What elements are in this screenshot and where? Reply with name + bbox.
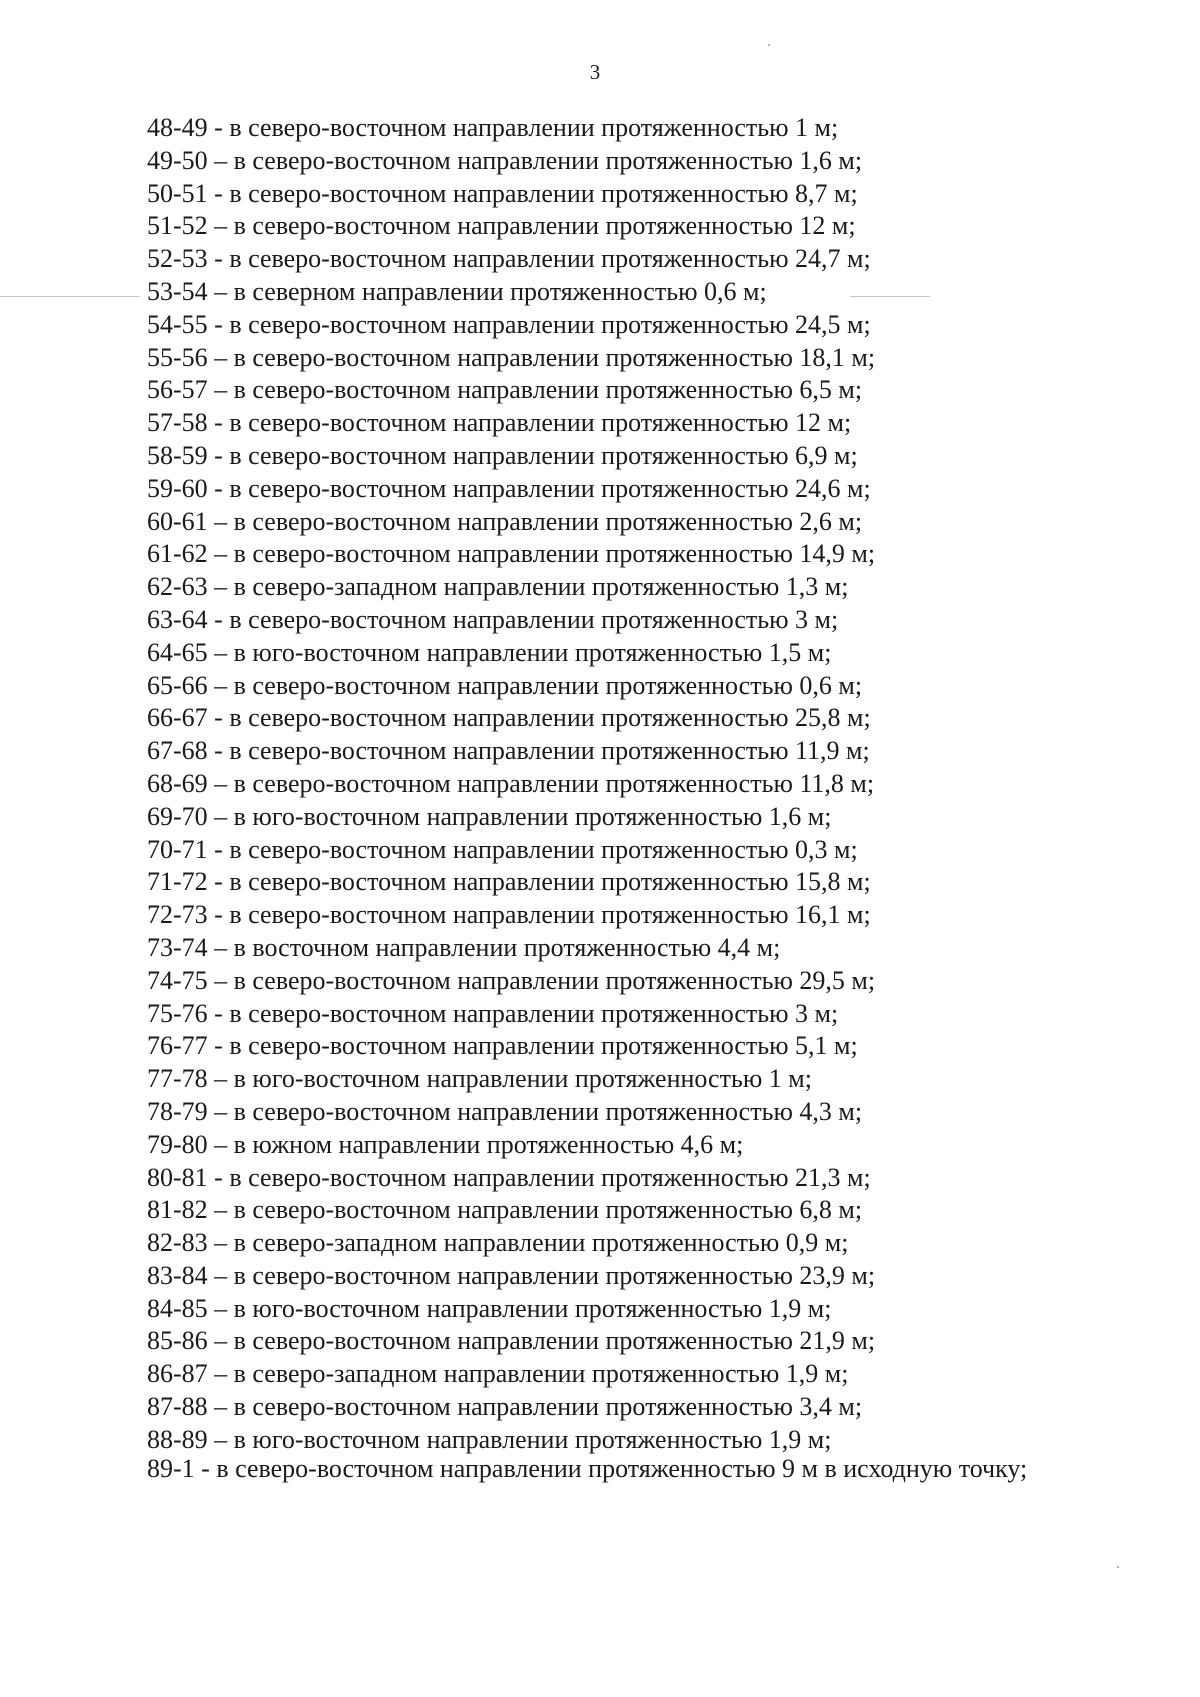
boundary-segment-line: 52-53 - в северо-восточном направлении протяженностью 24,7 м; <box>147 244 871 274</box>
boundary-segment-line: 83-84 – в северо-восточном направлении протяженностью 23,9 м; <box>147 1260 876 1290</box>
boundary-segment-line: 50-51 - в северо-восточном направлении протяженностью 8,7 м; <box>147 178 858 208</box>
boundary-segment-line: 59-60 - в северо-восточном направлении протяженностью 24,6 м; <box>147 473 871 503</box>
boundary-segment-line: 58-59 - в северо-восточном направлении протяженностью 6,9 м; <box>147 440 858 470</box>
boundary-segment-line: 70-71 - в северо-восточном направлении протяженностью 0,3 м; <box>147 834 858 864</box>
boundary-segment-line: 73-74 – в восточном направлении протяженностью 4,4 м; <box>147 932 781 962</box>
boundary-segment-line: 51-52 – в северо-восточном направлении протяженностью 12 м; <box>147 211 856 241</box>
boundary-segment-line: 80-81 - в северо-восточном направлении протяженностью 21,3 м; <box>147 1162 871 1192</box>
boundary-segment-line: 53-54 – в северном направлении протяженностью 0,6 м; <box>147 276 767 306</box>
boundary-segment-line: 69-70 – в юго-восточном направлении протяженностью 1,6 м; <box>147 801 832 831</box>
boundary-segment-line: 78-79 – в северо-восточном направлении протяженностью 4,3 м; <box>147 1096 863 1126</box>
boundary-segment-line: 56-57 – в северо-восточном направлении протяженностью 6,5 м; <box>147 375 863 405</box>
boundary-segment-line: 86-87 – в северо-западном направлении протяженностью 1,9 м; <box>147 1359 849 1389</box>
boundary-segment-line: 60-61 – в северо-восточном направлении протяженностью 2,6 м; <box>147 506 863 536</box>
scan-speck <box>768 44 770 46</box>
boundary-segment-line: 77-78 – в юго-восточном направлении протяженностью 1 м; <box>147 1064 812 1094</box>
boundary-segment-line: 72-73 - в северо-восточном направлении протяженностью 16,1 м; <box>147 900 871 930</box>
boundary-segment-line: 62-63 – в северо-западном направлении протяженностью 1,3 м; <box>147 572 849 602</box>
page-number: 3 <box>589 60 601 84</box>
boundary-segment-line: 68-69 – в северо-восточном направлении протяженностью 11,8 м; <box>147 768 875 798</box>
boundary-segment-line: 85-86 – в северо-восточном направлении протяженностью 21,9 м; <box>147 1326 876 1356</box>
boundary-segment-line: 74-75 – в северо-восточном направлении протяженностью 29,5 м; <box>147 965 876 995</box>
boundary-segment-line: 82-83 – в северо-западном направлении протяженностью 0,9 м; <box>147 1228 849 1258</box>
boundary-segment-line: 75-76 - в северо-восточном направлении протяженностью 3 м; <box>147 998 839 1028</box>
boundary-segment-line: 79-80 – в южном направлении протяженностью 4,6 м; <box>147 1129 744 1159</box>
boundary-segment-line: 54-55 - в северо-восточном направлении протяженностью 24,5 м; <box>147 309 871 339</box>
boundary-segment-line: 88-89 – в юго-восточном направлении протяженностью 1,9 м; <box>147 1424 832 1454</box>
scan-line-artifact <box>0 296 140 297</box>
boundary-segment-line: 64-65 – в юго-восточном направлении протяженностью 1,5 м; <box>147 637 832 667</box>
boundary-segment-line: 48-49 - в северо-восточном направлении протяженностью 1 м; <box>147 113 839 142</box>
boundary-segment-line: 84-85 – в юго-восточном направлении протяженностью 1,9 м; <box>147 1293 832 1323</box>
boundary-segment-line: 55-56 – в северо-восточном направлении протяженностью 18,1 м; <box>147 342 876 372</box>
boundary-segment-line: 65-66 – в северо-восточном направлении протяженностью 0,6 м; <box>147 670 863 700</box>
boundary-segment-line: 63-64 - в северо-восточном направлении протяженностью 3 м; <box>147 604 839 634</box>
boundary-segment-line: 87-88 – в северо-восточном направлении протяженностью 3,4 м; <box>147 1392 863 1422</box>
boundary-segment-list <box>147 112 875 1457</box>
boundary-segment-line: 61-62 – в северо-восточном направлении протяженностью 14,9 м; <box>147 539 876 569</box>
boundary-segment-line: 81-82 – в северо-восточном направлении протяженностью 6,8 м; <box>147 1195 863 1225</box>
scan-speck <box>1117 1566 1119 1568</box>
boundary-segment-line: 76-77 - в северо-восточном направлении протяженностью 5,1 м; <box>147 1031 858 1061</box>
boundary-segment-line: 66-67 - в северо-восточном направлении протяженностью 25,8 м; <box>147 703 871 733</box>
boundary-segment-line: 49-50 – в северо-восточном направлении протяженностью 1,6 м; <box>147 145 863 175</box>
closing-segment-paragraph: 89-1 - в северо-восточном направлении протяженностью 9 м в исходную точку; <box>147 1454 1028 1483</box>
boundary-segment-line: 67-68 - в северо-восточном направлении протяженностью 11,9 м; <box>147 736 870 766</box>
boundary-segment-line: 57-58 - в северо-восточном направлении протяженностью 12 м; <box>147 408 852 438</box>
boundary-segment-line: 71-72 - в северо-восточном направлении протяженностью 15,8 м; <box>147 867 871 897</box>
scan-line-artifact <box>850 296 930 297</box>
